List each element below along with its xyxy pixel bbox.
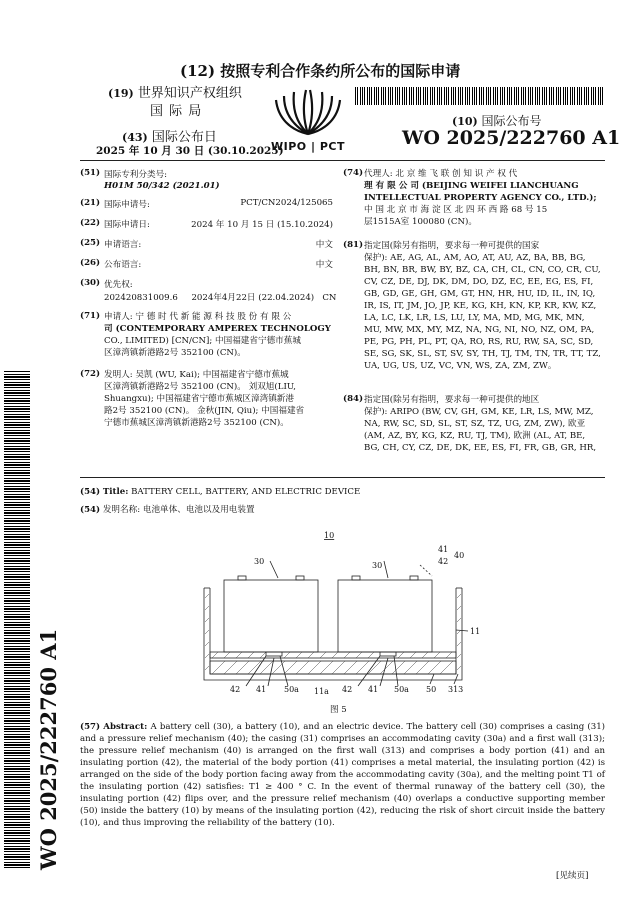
line: BH, BN, BR, BW, BY, BZ, CA, CH, CL, CN, CO, CR, CU,: [364, 265, 601, 275]
fig-label-11a: 11a: [314, 687, 329, 696]
field-value: 中文: [315, 240, 333, 250]
line: 代理人: 北 京 维 飞 联 创 知 识 产 权 代: [364, 169, 518, 179]
field-label: 国际申请号:: [104, 200, 150, 210]
fig-ref-30-left: 30: [254, 557, 265, 566]
field-code: (30): [80, 278, 101, 288]
line: 区漳湾镇新港路2号 352100 (CN)。: [104, 348, 246, 358]
line: BG, CH, CY, CZ, DE, DK, EE, ES, FI, FR, GB, GR, HR,: [364, 443, 597, 453]
org-block: [108, 82, 242, 101]
abstract-code: (57): [80, 722, 101, 732]
field-label: 国际申请日:: [104, 220, 150, 230]
continued-note: [见续页]: [556, 871, 589, 881]
title-en: [80, 486, 360, 498]
wipo-emblem-icon: [270, 84, 346, 140]
fig-label-50: 50: [426, 685, 437, 694]
title-label: 发明名称:: [102, 505, 141, 515]
title-code: (54): [80, 487, 101, 497]
field-code: (81): [343, 240, 364, 250]
patent-figure: [190, 528, 500, 718]
casing-outline: [204, 588, 462, 680]
org-name: 世界知识产权组织: [137, 86, 242, 101]
fig-label-41a: 41: [256, 685, 267, 694]
field-code: (74): [343, 168, 364, 178]
line: 保护): AE, AG, AL, AM, AO, AT, AU, AZ, BA, BB, BG,: [364, 253, 586, 263]
field-value: 2024 年 10 月 15 日 (15.10.2024): [191, 220, 333, 230]
wipo-logo-text: WIPO | PCT: [271, 140, 345, 153]
field-code: (21): [80, 198, 101, 208]
document-title: (12) 按照专利合作条约所公布的国际申请: [180, 62, 461, 80]
field-code: (72): [80, 369, 101, 379]
field-code: (22): [80, 218, 101, 228]
abstract: [80, 721, 605, 829]
figure-caption: 图 5: [330, 705, 347, 715]
line: 指定国(除另有指明，要求每一种可提供的地区: [364, 395, 540, 405]
fig-label-42b: 42: [342, 685, 353, 694]
pub-date-label: 国际公布日: [151, 130, 217, 145]
field-label: 申请语言:: [104, 240, 142, 250]
line: 理 有 限 公 司 (BEIJING WEIFEI LIANCHUANG: [364, 181, 579, 191]
designated-regional-text: [364, 394, 605, 454]
line: UA, UG, US, UZ, VC, VN, WS, ZA, ZM, ZW。: [364, 361, 557, 371]
barcode-top: [355, 87, 605, 105]
pub-date-code: (43): [122, 131, 148, 144]
fig-label-50a-right: 50a: [394, 685, 409, 694]
pub-date: 2025 年 10 月 30 日 (30.10.2025): [96, 145, 284, 157]
abstract-text: A battery cell (30), a battery (10), and an electric device. The battery cell (30) comprises a casing (31) and a pressure relief mechanism (40); the casing (31) comprises an accommodating cavity (30a) and a first wall (313); the pressure relief mechanism (40) is arranged on the first wall (313) and comprises a body portion (41) and an insulating portion (42), the material of the body portion (41) comprises a metal material, the insulating portion (42) is arranged on the side of the body portion facing away from the accommodating cavity (30a), and the melting point T1 of the insulating portion (42) satisfies: T1 ≥ 400 ° C. In the event of thermal runaway of the battery cell (30), the insulating portion (42) flips over, and the pressure relief mechanism (40) overlaps a conductive supporting member (50) inside the battery (10) by means of the insulating portion (42), reducing the risk of short circuit inside the battery (10), and thus improving the reliability of the battery (10).: [80, 722, 606, 828]
line: (AM, AZ, BY, KG, KZ, RU, TJ, TM), 欧洲 (AL, AT, BE,: [364, 431, 586, 441]
line: 司 (CONTEMPORARY AMPEREX TECHNOLOGY: [104, 324, 331, 334]
fig-ref-41: 41: [438, 545, 449, 554]
field-value: 中文: [315, 260, 333, 270]
agent-text: [364, 168, 605, 228]
field-code: (84): [343, 394, 364, 404]
line: 中 国 北 京 市 海 淀 区 北 四 环 西 路 68 号 15: [364, 205, 548, 215]
field-value: 202420831009.6 2024年4月22日 (22.04.2024) CN: [104, 293, 337, 303]
pressure-relief-left: [266, 652, 282, 656]
line: GB, GD, GE, GH, GM, GT, HN, HR, HU, ID, IL, IN, IQ,: [364, 289, 596, 299]
field-label: 国际专利分类号:: [104, 170, 168, 180]
line: 指定国(除另有指明，要求每一种可提供的国家: [364, 241, 540, 251]
field-label: 优先权:: [104, 280, 133, 290]
barcode-side: [4, 370, 30, 868]
fig-label-50a-left: 50a: [284, 685, 299, 694]
wipo-logo: [270, 84, 346, 154]
line: MU, MW, MX, MY, MZ, NA, NG, NI, NO, NZ, OM, PA,: [364, 325, 595, 335]
line: 保护): ARIPO (BW, CV, GH, GM, KE, LR, LS, MW, MZ,: [364, 407, 594, 417]
line: INTELLECTUAL PROPERTY AGENCY CO., LTD.);: [364, 193, 597, 203]
fig-ref-42: 42: [438, 557, 449, 566]
line: PE, PG, PH, PL, PT, QA, RO, RS, RU, RW, SA, SC, SD,: [364, 337, 594, 347]
title-value: 电池单体、电池以及用电装置: [142, 505, 255, 515]
line: LA, LC, LK, LR, LS, LU, LY, MA, MD, MG, MK, MN,: [364, 313, 585, 323]
field-code: (51): [80, 168, 101, 178]
inventor-text: [104, 369, 334, 429]
abstract-label: Abstract:: [103, 722, 148, 732]
pub-no-code: (10): [452, 115, 478, 128]
fig-ref-30-right: 30: [372, 561, 383, 570]
fig-ref-40: 40: [454, 551, 465, 560]
field-label: 公布语言:: [104, 260, 142, 270]
pressure-relief-right: [380, 652, 396, 656]
field-code: (26): [80, 258, 101, 268]
line: SE, SG, SK, SL, ST, SV, SY, TH, TJ, TM, TN, TR, TT, TZ,: [364, 349, 601, 359]
line: 区漳湾镇新港路2号 352100 (CN)。 刘双旭(LIU,: [104, 382, 297, 392]
designated-national-text: [364, 240, 605, 372]
line: CV, CZ, DE, DJ, DK, DM, DO, DZ, EC, EE, EG, ES, FI,: [364, 277, 594, 287]
pub-no: WO 2025/222760 A1: [402, 127, 621, 149]
battery-cell-left: [224, 580, 318, 652]
line: 宁德市蕉城区漳湾镇新港路2号 352100 (CN)。: [104, 418, 289, 428]
line: CO., LIMITED) [CN/CN]; 中国福建省宁德市蕉城: [104, 336, 301, 346]
field-code: (71): [80, 311, 101, 321]
title-value: BATTERY CELL, BATTERY, AND ELECTRIC DEVICE: [131, 487, 361, 497]
battery-cell-right: [338, 580, 432, 652]
line: NA, RW, SC, SD, SL, ST, SZ, TZ, UG, ZM, ZW), 欧亚: [364, 419, 586, 429]
field-value: PCT/CN2024/125065: [240, 198, 333, 208]
header-divider: [80, 160, 605, 161]
fig-ref-11: 11: [470, 627, 481, 636]
line: 申请人: 宁 德 时 代 新 能 源 科 技 股 份 有 限 公: [104, 312, 292, 322]
org-name-sub: 国 际 局: [150, 104, 203, 119]
fig-ref-10: 10: [324, 531, 335, 540]
battery-drawing: [190, 528, 500, 718]
line: 层1515A室 100080 (CN)。: [364, 217, 477, 227]
org-code: (19): [108, 87, 134, 100]
fig-label-41b: 41: [368, 685, 379, 694]
line: IR, IS, IT, JM, JO, JP, KE, KG, KH, KN, KP, KR, KW, KZ,: [364, 301, 597, 311]
line: Shuangxu); 中国福建省宁德市蕉城区漳湾镇新港: [104, 394, 294, 404]
biblio-divider: [80, 477, 605, 478]
line: 发明人: 吴凯 (WU, Kai); 中国福建省宁德市蕉城: [104, 370, 289, 380]
title-code: (54): [80, 505, 101, 515]
pub-no-label: 国际公布号: [481, 114, 542, 128]
fig-label-42a: 42: [230, 685, 241, 694]
line: 路2号 352100 (CN)。 金秋(JIN, Qiu); 中国福建省: [104, 406, 305, 416]
field-code: (25): [80, 238, 101, 248]
title-label: Title:: [102, 487, 129, 497]
fig-label-313: 313: [448, 685, 464, 694]
field-value: H01M 50/342 (2021.01): [104, 181, 220, 191]
applicant-text: [104, 311, 334, 359]
title-zh: [80, 504, 255, 516]
side-pub-number: WO 2025/222760 A1: [36, 628, 61, 870]
